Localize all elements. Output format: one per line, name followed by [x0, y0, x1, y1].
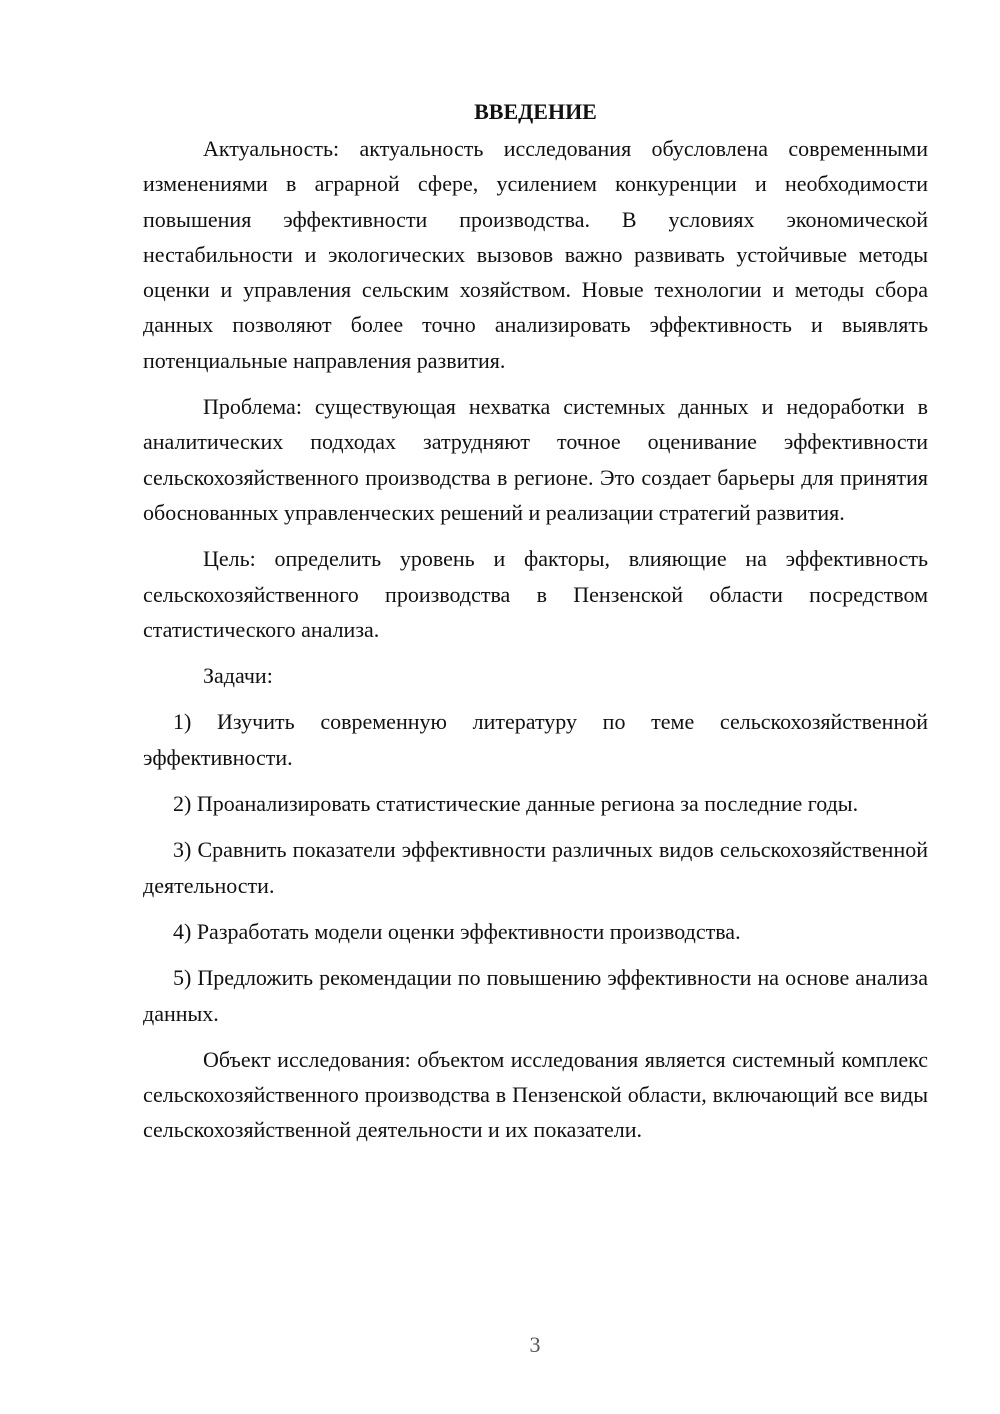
tasks-list: [143, 704, 928, 1030]
list-item: 3) Сравнить показатели эффективности различных видов сельскохозяйственной деятельности.: [143, 837, 928, 898]
tasks-heading: Задачи:: [203, 663, 273, 689]
list-item: 4) Разработать модели оценки эффективности производства.: [173, 918, 741, 944]
list-item: 2) Проанализировать статистические данные региона за последние годы.: [173, 791, 859, 817]
list-item: 5) Предложить рекомендации по повышению эффективности на основе анализа данных.: [143, 965, 928, 1026]
paragraph-relevance: Актуальность: актуальность исследования обусловлена современными изменениями в аграрной сфере, усилением конкуренции и необходимости повышения эффективности производства. В условиях экономической нестабильности и экологических вызовов важно развивать устойчивые методы оценки и управления сельским хозяйством. Новые технологии и методы сбора данных позволяют более точно анализировать эффективность и выявлять потенциальные направления развития.: [143, 136, 928, 373]
paragraph-goal: Цель: определить уровень и факторы, влияющие на эффективность сельскохозяйственного производства в Пензенской области посредством статистического анализа.: [143, 546, 928, 642]
document-page: [143, 94, 928, 1148]
list-item: 1) Изучить современную литературу по теме сельскохозяйственной эффективности.: [143, 709, 928, 770]
paragraph-object: Объект исследования: объектом исследования является системный комплекс сельскохозяйственного производства в Пензенской области, включающий все виды сельскохозяйственной деятельности и их показатели.: [143, 1046, 928, 1143]
paragraph-problem: Проблема: существующая нехватка системных данных и недоработки в аналитических подходах затрудняют точное оценивание эффективности сельскохозяйственного производства в регионе. Это создает барьеры для принятия обоснованных управленческих решений и реализации стратегий развития.: [143, 394, 928, 525]
page-number: 3: [529, 1332, 541, 1357]
section-heading: ВВЕДЕНИЕ: [474, 99, 597, 124]
